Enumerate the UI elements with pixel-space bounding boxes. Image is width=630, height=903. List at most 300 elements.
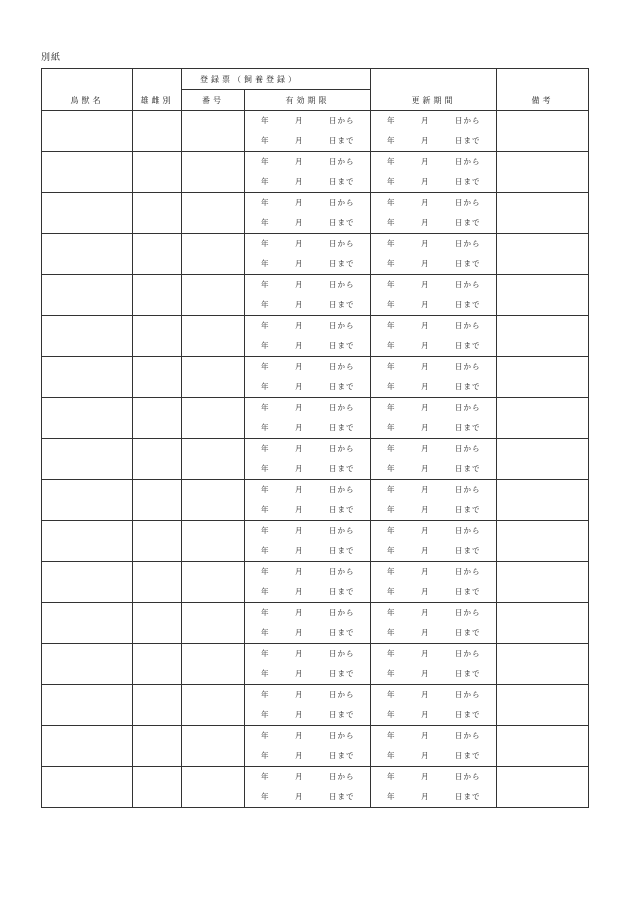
date-line-from [371, 562, 496, 582]
from-label: 日から [455, 116, 481, 125]
table-row [42, 521, 589, 562]
month-label: 月 [295, 136, 303, 145]
valid-period-cell [245, 193, 371, 234]
table-row [42, 603, 589, 644]
date-line-from [245, 644, 370, 664]
year-label: 年 [261, 608, 269, 617]
number-cell [182, 357, 245, 398]
registration-table [41, 68, 589, 808]
table-row [42, 644, 589, 685]
until-label: 日まで [455, 505, 481, 514]
sex-cell [133, 767, 182, 808]
month-label: 月 [421, 382, 429, 391]
renewal-period-cell [371, 644, 497, 685]
year-label: 年 [387, 136, 395, 145]
until-label: 日まで [329, 382, 355, 391]
date-line-until [245, 705, 370, 725]
from-label: 日から [329, 772, 355, 781]
year-label: 年 [261, 751, 269, 760]
from-label: 日から [455, 157, 481, 166]
bird-name-cell [42, 439, 133, 480]
renewal-period-cell [371, 562, 497, 603]
month-label: 月 [295, 669, 303, 678]
month-label: 月 [295, 690, 303, 699]
valid-period-cell [245, 357, 371, 398]
date-line-until [245, 418, 370, 438]
month-label: 月 [421, 157, 429, 166]
month-label: 月 [295, 280, 303, 289]
year-label: 年 [387, 382, 395, 391]
year-label: 年 [387, 300, 395, 309]
from-label: 日から [455, 444, 481, 453]
from-label: 日から [455, 526, 481, 535]
from-label: 日から [455, 321, 481, 330]
until-label: 日まで [455, 628, 481, 637]
date-line-from [245, 398, 370, 418]
until-label: 日まで [455, 423, 481, 432]
from-label: 日から [329, 444, 355, 453]
date-line-from [245, 480, 370, 500]
number-cell [182, 275, 245, 316]
date-line-from [371, 193, 496, 213]
renewal-period-cell [371, 603, 497, 644]
date-line-until [371, 418, 496, 438]
date-line-until [245, 500, 370, 520]
table-row [42, 480, 589, 521]
date-line-until [371, 541, 496, 561]
month-label: 月 [421, 485, 429, 494]
from-label: 日から [329, 239, 355, 248]
table-row [42, 562, 589, 603]
from-label: 日から [455, 239, 481, 248]
from-label: 日から [455, 485, 481, 494]
month-label: 月 [421, 710, 429, 719]
date-line-until [371, 213, 496, 233]
month-label: 月 [421, 649, 429, 658]
month-label: 月 [421, 731, 429, 740]
sex-cell [133, 357, 182, 398]
year-label: 年 [261, 280, 269, 289]
date-line-until [371, 336, 496, 356]
number-cell [182, 234, 245, 275]
remarks-cell [497, 111, 589, 152]
bird-name-cell [42, 562, 133, 603]
bird-name-cell [42, 603, 133, 644]
until-label: 日まで [455, 751, 481, 760]
date-line-until [371, 172, 496, 192]
renewal-period-cell [371, 480, 497, 521]
renewal-period-cell [371, 767, 497, 808]
month-label: 月 [295, 157, 303, 166]
month-label: 月 [295, 710, 303, 719]
renewal-period-cell [371, 111, 497, 152]
sex-cell [133, 152, 182, 193]
table-row [42, 726, 589, 767]
remarks-cell [497, 234, 589, 275]
until-label: 日まで [329, 751, 355, 760]
date-line-from [371, 439, 496, 459]
bird-name-cell [42, 111, 133, 152]
bird-name-cell [42, 480, 133, 521]
month-label: 月 [295, 177, 303, 186]
from-label: 日から [329, 198, 355, 207]
month-label: 月 [421, 567, 429, 576]
date-line-until [245, 746, 370, 766]
date-line-from [371, 603, 496, 623]
bird-name-cell [42, 275, 133, 316]
date-line-until [245, 213, 370, 233]
from-label: 日から [455, 198, 481, 207]
month-label: 月 [295, 485, 303, 494]
year-label: 年 [261, 136, 269, 145]
date-line-from [245, 357, 370, 377]
year-label: 年 [261, 403, 269, 412]
year-label: 年 [261, 423, 269, 432]
year-label: 年 [261, 177, 269, 186]
date-line-until [245, 459, 370, 479]
sex-cell [133, 603, 182, 644]
month-label: 月 [295, 628, 303, 637]
date-line-until [371, 254, 496, 274]
date-line-until [371, 131, 496, 151]
sex-cell [133, 439, 182, 480]
date-line-from [245, 316, 370, 336]
year-label: 年 [387, 362, 395, 371]
date-line-from [245, 685, 370, 705]
year-label: 年 [387, 587, 395, 596]
date-line-from [245, 152, 370, 172]
sex-cell [133, 562, 182, 603]
bird-name-cell [42, 234, 133, 275]
renewal-period-cell [371, 193, 497, 234]
until-label: 日まで [329, 710, 355, 719]
month-label: 月 [421, 526, 429, 535]
month-label: 月 [421, 587, 429, 596]
year-label: 年 [261, 157, 269, 166]
year-label: 年 [387, 526, 395, 535]
date-line-until [245, 336, 370, 356]
bird-name-cell [42, 767, 133, 808]
number-cell [182, 685, 245, 726]
month-label: 月 [421, 690, 429, 699]
year-label: 年 [387, 259, 395, 268]
sex-cell [133, 234, 182, 275]
number-cell [182, 603, 245, 644]
remarks-cell [497, 726, 589, 767]
until-label: 日まで [455, 669, 481, 678]
year-label: 年 [261, 628, 269, 637]
table-row [42, 767, 589, 808]
year-label: 年 [387, 116, 395, 125]
bird-name-cell [42, 357, 133, 398]
date-line-until [245, 541, 370, 561]
year-label: 年 [387, 649, 395, 658]
from-label: 日から [329, 526, 355, 535]
month-label: 月 [421, 444, 429, 453]
month-label: 月 [421, 300, 429, 309]
valid-period-cell [245, 521, 371, 562]
until-label: 日まで [329, 259, 355, 268]
date-line-from [245, 521, 370, 541]
date-line-until [371, 377, 496, 397]
year-label: 年 [261, 567, 269, 576]
until-label: 日まで [329, 177, 355, 186]
until-label: 日まで [329, 136, 355, 145]
number-cell [182, 439, 245, 480]
month-label: 月 [421, 505, 429, 514]
from-label: 日から [455, 772, 481, 781]
until-label: 日まで [455, 136, 481, 145]
date-line-until [371, 664, 496, 684]
table-row [42, 234, 589, 275]
month-label: 月 [421, 464, 429, 473]
sex-cell [133, 685, 182, 726]
month-label: 月 [295, 526, 303, 535]
date-line-from [371, 685, 496, 705]
renewal-period-cell [371, 726, 497, 767]
date-line-from [245, 234, 370, 254]
number-cell [182, 562, 245, 603]
remarks-cell [497, 398, 589, 439]
number-cell [182, 726, 245, 767]
valid-period-cell [245, 726, 371, 767]
sex-cell [133, 480, 182, 521]
page-label: 別紙 [41, 53, 62, 63]
year-label: 年 [387, 751, 395, 760]
number-cell [182, 480, 245, 521]
header-registration-group: 登録票（飼養登録） [182, 69, 371, 90]
renewal-period-cell [371, 234, 497, 275]
sex-cell [133, 521, 182, 562]
year-label: 年 [261, 239, 269, 248]
date-line-until [371, 500, 496, 520]
sex-cell [133, 275, 182, 316]
year-label: 年 [261, 731, 269, 740]
year-label: 年 [387, 464, 395, 473]
date-line-until [371, 459, 496, 479]
number-cell [182, 644, 245, 685]
month-label: 月 [421, 628, 429, 637]
valid-period-cell [245, 644, 371, 685]
remarks-cell [497, 685, 589, 726]
year-label: 年 [261, 792, 269, 801]
year-label: 年 [261, 218, 269, 227]
from-label: 日から [455, 649, 481, 658]
until-label: 日まで [329, 669, 355, 678]
renewal-period-cell [371, 521, 497, 562]
table-row [42, 275, 589, 316]
header-sex: 雄雌別 [133, 69, 182, 111]
number-cell [182, 111, 245, 152]
month-label: 月 [295, 198, 303, 207]
until-label: 日まで [455, 259, 481, 268]
date-line-until [245, 131, 370, 151]
year-label: 年 [261, 649, 269, 658]
year-label: 年 [387, 198, 395, 207]
table-row [42, 357, 589, 398]
date-line-until [371, 746, 496, 766]
year-label: 年 [261, 505, 269, 514]
year-label: 年 [387, 423, 395, 432]
date-line-until [245, 172, 370, 192]
remarks-cell [497, 275, 589, 316]
date-line-until [245, 582, 370, 602]
year-label: 年 [387, 628, 395, 637]
remarks-cell [497, 439, 589, 480]
renewal-period-cell [371, 439, 497, 480]
renewal-period-cell [371, 316, 497, 357]
month-label: 月 [295, 321, 303, 330]
month-label: 月 [421, 259, 429, 268]
remarks-cell [497, 603, 589, 644]
date-line-from [371, 234, 496, 254]
year-label: 年 [261, 116, 269, 125]
date-line-from [371, 644, 496, 664]
sex-cell [133, 316, 182, 357]
date-line-until [371, 582, 496, 602]
remarks-cell [497, 521, 589, 562]
sex-cell [133, 398, 182, 439]
year-label: 年 [261, 546, 269, 555]
header-valid-period: 有効期限 [245, 90, 371, 111]
from-label: 日から [455, 608, 481, 617]
date-line-from [245, 726, 370, 746]
date-line-until [245, 623, 370, 643]
year-label: 年 [261, 259, 269, 268]
table-row [42, 398, 589, 439]
year-label: 年 [387, 485, 395, 494]
header-remarks: 備考 [497, 69, 589, 111]
header-number: 番号 [182, 90, 245, 111]
year-label: 年 [261, 321, 269, 330]
date-line-until [245, 787, 370, 807]
year-label: 年 [261, 690, 269, 699]
number-cell [182, 767, 245, 808]
renewal-period-cell [371, 398, 497, 439]
valid-period-cell [245, 562, 371, 603]
month-label: 月 [421, 136, 429, 145]
date-line-from [245, 603, 370, 623]
valid-period-cell [245, 398, 371, 439]
month-label: 月 [295, 444, 303, 453]
month-label: 月 [421, 116, 429, 125]
from-label: 日から [455, 690, 481, 699]
date-line-from [245, 439, 370, 459]
month-label: 月 [295, 587, 303, 596]
date-line-from [371, 480, 496, 500]
month-label: 月 [295, 362, 303, 371]
sex-cell [133, 193, 182, 234]
valid-period-cell [245, 275, 371, 316]
sex-cell [133, 111, 182, 152]
month-label: 月 [421, 198, 429, 207]
year-label: 年 [387, 444, 395, 453]
from-label: 日から [329, 567, 355, 576]
month-label: 月 [295, 772, 303, 781]
year-label: 年 [261, 464, 269, 473]
until-label: 日まで [455, 792, 481, 801]
month-label: 月 [295, 300, 303, 309]
year-label: 年 [387, 505, 395, 514]
month-label: 月 [295, 403, 303, 412]
date-line-from [371, 111, 496, 131]
table-row [42, 316, 589, 357]
month-label: 月 [295, 239, 303, 248]
bird-name-cell [42, 152, 133, 193]
month-label: 月 [295, 567, 303, 576]
year-label: 年 [387, 772, 395, 781]
month-label: 月 [295, 751, 303, 760]
bird-name-cell [42, 193, 133, 234]
month-label: 月 [295, 608, 303, 617]
until-label: 日まで [455, 341, 481, 350]
bird-name-cell [42, 316, 133, 357]
bird-name-cell [42, 398, 133, 439]
date-line-from [371, 767, 496, 787]
year-label: 年 [261, 485, 269, 494]
date-line-from [245, 275, 370, 295]
from-label: 日から [329, 649, 355, 658]
valid-period-cell [245, 152, 371, 193]
year-label: 年 [261, 341, 269, 350]
year-label: 年 [387, 608, 395, 617]
month-label: 月 [295, 218, 303, 227]
until-label: 日まで [455, 218, 481, 227]
remarks-cell [497, 480, 589, 521]
date-line-until [245, 664, 370, 684]
month-label: 月 [295, 505, 303, 514]
year-label: 年 [261, 526, 269, 535]
year-label: 年 [387, 341, 395, 350]
date-line-until [371, 623, 496, 643]
date-line-from [371, 152, 496, 172]
table-row [42, 152, 589, 193]
until-label: 日まで [455, 382, 481, 391]
year-label: 年 [387, 690, 395, 699]
number-cell [182, 316, 245, 357]
valid-period-cell [245, 111, 371, 152]
until-label: 日まで [455, 464, 481, 473]
bird-name-cell [42, 644, 133, 685]
until-label: 日まで [329, 628, 355, 637]
month-label: 月 [295, 341, 303, 350]
until-label: 日まで [329, 300, 355, 309]
date-line-from [371, 521, 496, 541]
year-label: 年 [261, 382, 269, 391]
until-label: 日まで [455, 177, 481, 186]
from-label: 日から [329, 116, 355, 125]
year-label: 年 [387, 157, 395, 166]
date-line-from [371, 398, 496, 418]
remarks-cell [497, 357, 589, 398]
date-line-from [371, 275, 496, 295]
number-cell [182, 398, 245, 439]
year-label: 年 [261, 300, 269, 309]
number-cell [182, 152, 245, 193]
bird-name-cell [42, 685, 133, 726]
month-label: 月 [421, 341, 429, 350]
year-label: 年 [387, 218, 395, 227]
year-label: 年 [387, 239, 395, 248]
year-label: 年 [261, 362, 269, 371]
from-label: 日から [455, 567, 481, 576]
month-label: 月 [421, 239, 429, 248]
month-label: 月 [295, 116, 303, 125]
year-label: 年 [261, 669, 269, 678]
until-label: 日まで [329, 341, 355, 350]
year-label: 年 [387, 321, 395, 330]
from-label: 日から [329, 362, 355, 371]
